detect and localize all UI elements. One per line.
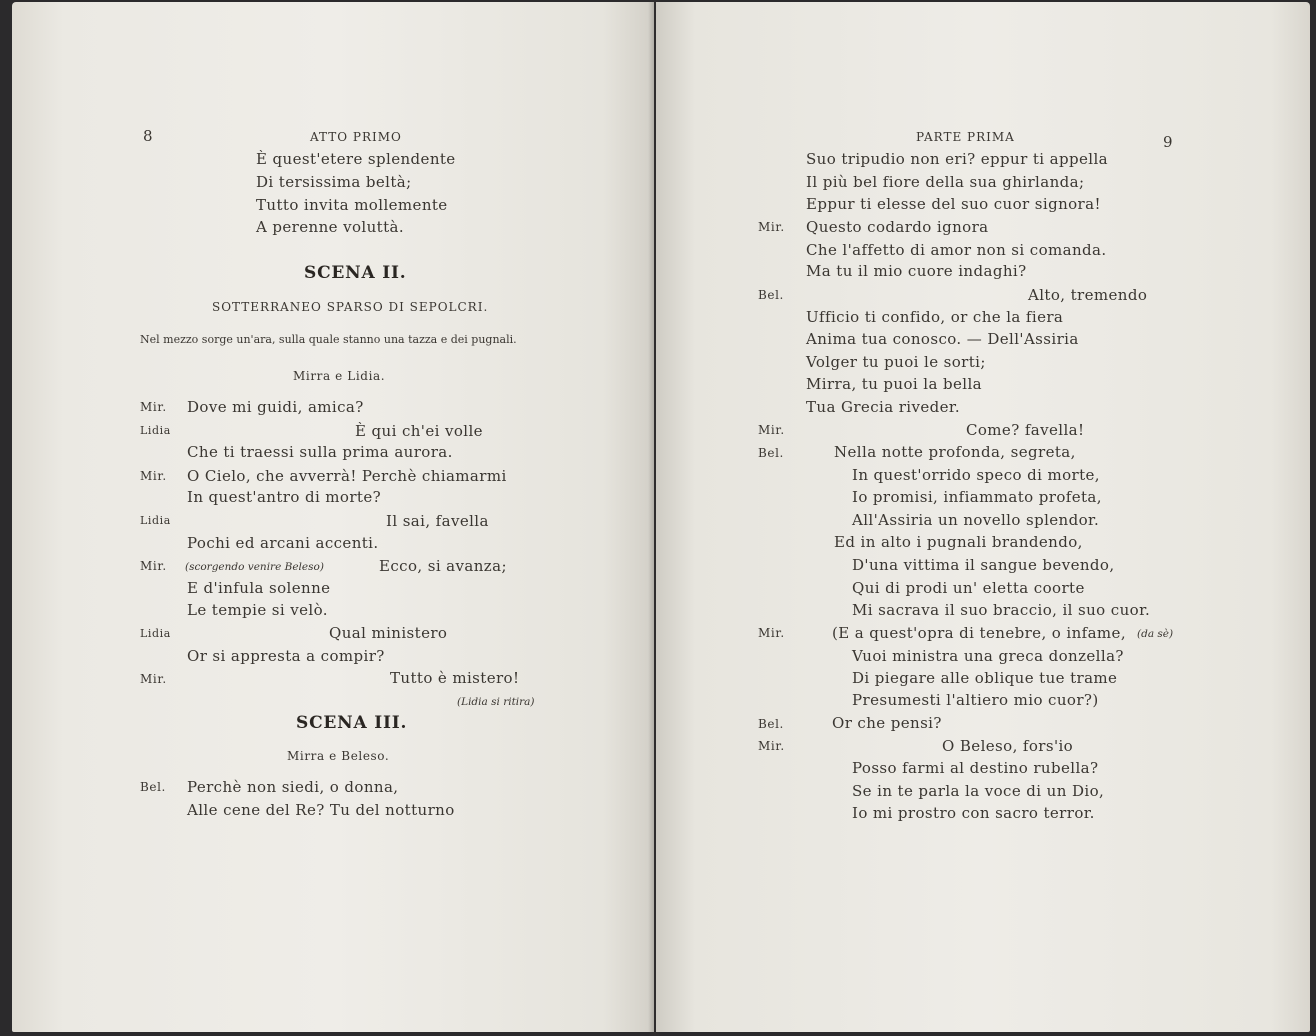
dialogue-line: Il più bel fiore della sua ghirlanda; (806, 173, 1085, 191)
dialogue-line: Che l'affetto di amor non si comanda. (806, 241, 1107, 259)
speaker-label: Mir. (758, 739, 785, 753)
dialogue-line: Dove mi guidi, amica? (187, 398, 364, 416)
dialogue-line: Eppur ti elesse del suo cuor signora! (806, 195, 1101, 213)
dialogue-line: O Beleso, fors'io (942, 737, 1074, 755)
speaker-label: Mir. (758, 423, 785, 437)
dialogue-line: Mi sacrava il suo braccio, il suo cuor. (852, 601, 1151, 619)
dialogue-line: Ed in alto i pugnali brandendo, (834, 533, 1083, 551)
dialogue-line: Nella notte profonda, segreta, (834, 443, 1076, 461)
dialogue-line: Alto, tremendo (1028, 286, 1148, 304)
left-page (12, 2, 654, 1032)
dialogue-line: Tua Grecia riveder. (806, 398, 961, 416)
dialogue-line: Tutto è mistero! (390, 669, 520, 687)
speaker-label: Lidia (140, 627, 171, 640)
dialogue-line: Anima tua conosco. — Dell'Assiria (806, 330, 1079, 348)
dialogue-line: Il sai, favella (386, 512, 489, 530)
stage-direction: (da sè) (1137, 628, 1174, 640)
scene-characters: Mirra e Beleso. (287, 749, 390, 763)
page-number: 8 (143, 127, 153, 145)
dialogue-line: Vuoi ministra una greca donzella? (852, 647, 1124, 665)
dialogue-line: All'Assiria un novello splendor. (852, 511, 1100, 529)
stage-direction: (Lidia si ritira) (457, 696, 535, 708)
dialogue-line: Ma tu il mio cuore indaghi? (806, 262, 1027, 280)
dialogue-line: È qui ch'ei volle (355, 422, 483, 440)
dialogue-line: Ecco, si avanza; (379, 557, 507, 575)
verse-line: È quest'etere splendente (256, 150, 456, 168)
dialogue-line: Suo tripudio non eri? eppur ti appella (806, 150, 1109, 168)
page-number: 9 (1163, 133, 1173, 151)
dialogue-line: O Cielo, che avverrà! Perchè chiamarmi (187, 467, 507, 485)
speaker-label: Mir. (140, 672, 167, 686)
scene-heading: SCENA III. (296, 713, 408, 733)
speaker-label: Mir. (140, 469, 167, 483)
dialogue-line: Volger tu puoi le sorti; (806, 353, 986, 371)
dialogue-line: D'una vittima il sangue bevendo, (852, 556, 1115, 574)
dialogue-line: Io mi prostro con sacro terror. (852, 804, 1095, 822)
dialogue-line: Come? favella! (966, 421, 1085, 439)
dialogue-line: Le tempie si velò. (187, 601, 328, 619)
dialogue-line: Presumesti l'altiero mio cuor?) (852, 691, 1099, 709)
stage-direction: (scorgendo venire Beleso) (185, 561, 324, 573)
dialogue-line: Or che pensi? (832, 714, 942, 732)
speaker-label: Lidia (140, 424, 171, 437)
speaker-label: Lidia (140, 514, 171, 527)
dialogue-line: Questo codardo ignora (806, 218, 989, 236)
verse-line: Tutto invita mollemente (256, 196, 448, 214)
scene-heading: SCENA II. (304, 263, 407, 283)
dialogue-line: In quest'orrido speco di morte, (852, 466, 1100, 484)
dialogue-line: Alle cene del Re? Tu del notturno (187, 801, 455, 819)
dialogue-line: Ufficio ti confido, or che la fiera (806, 308, 1064, 326)
dialogue-line: Che ti traessi sulla prima aurora. (187, 443, 453, 461)
speaker-label: Mir. (758, 220, 785, 234)
scene-setting: SOTTERRANEO SPARSO DI SEPOLCRI. (212, 300, 489, 314)
dialogue-line: Posso farmi al destino rubella? (852, 759, 1099, 777)
dialogue-line: Pochi ed arcani accenti. (187, 534, 379, 552)
dialogue-line: Or si appresta a compir? (187, 647, 385, 665)
scene-description: Nel mezzo sorge un'ara, sulla quale stanno una tazza e dei pugnali. (140, 333, 517, 346)
dialogue-line: E d'infula solenne (187, 579, 331, 597)
dialogue-line: Se in te parla la voce di un Dio, (852, 782, 1105, 800)
speaker-label: Mir. (140, 400, 167, 414)
dialogue-line: Di piegare alle oblique tue trame (852, 669, 1118, 687)
dialogue-line: Io promisi, infiammato profeta, (852, 488, 1102, 506)
right-page (656, 2, 1310, 1032)
scene-characters: Mirra e Lidia. (293, 369, 386, 383)
speaker-label: Bel. (758, 288, 784, 302)
verse-line: A perenne voluttà. (256, 218, 405, 236)
speaker-label: Mir. (140, 559, 167, 573)
verse-line: Di tersissima beltà; (256, 173, 412, 191)
dialogue-line: (E a quest'opra di tenebre, o infame, (832, 624, 1126, 642)
dialogue-line: In quest'antro di morte? (187, 488, 382, 506)
speaker-label: Bel. (758, 446, 784, 460)
dialogue-line: Qui di prodi un' eletta coorte (852, 579, 1085, 597)
dialogue-line: Qual ministero (329, 624, 448, 642)
speaker-label: Mir. (758, 626, 785, 640)
dialogue-line: Mirra, tu puoi la bella (806, 375, 983, 393)
running-head: PARTE PRIMA (916, 130, 1015, 144)
speaker-label: Bel. (140, 780, 166, 794)
dialogue-line: Perchè non siedi, o donna, (187, 778, 399, 796)
speaker-label: Bel. (758, 717, 784, 731)
running-head: ATTO PRIMO (310, 130, 402, 144)
